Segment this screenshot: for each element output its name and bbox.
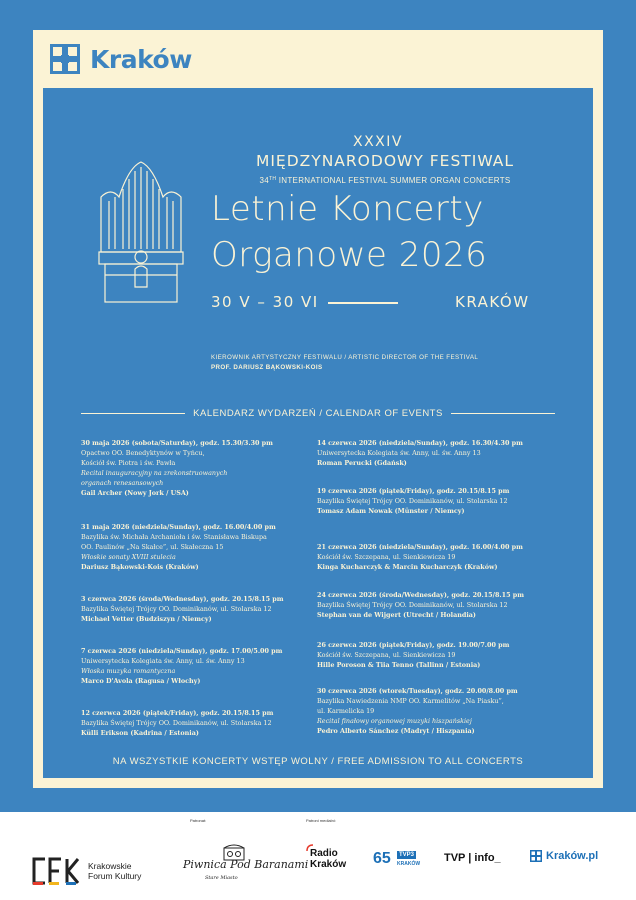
event-note: organach renesansowych bbox=[81, 479, 164, 487]
event-date: 12 czerwca 2026 (piątek/Friday), godz. 20.15/8.15 pm bbox=[81, 709, 274, 717]
event-date: 3 czerwca 2026 (środa/Wednesday), godz. 20.15/8.15 pm bbox=[81, 595, 284, 603]
event-item bbox=[317, 542, 557, 572]
director-name: PROF. DARIUSZ BĄKOWSKI-KOIS bbox=[211, 364, 323, 371]
event-date: 30 maja 2026 (sobota/Saturday), godz. 15.30/3.30 pm bbox=[81, 439, 273, 447]
kfk-mark-icon bbox=[31, 856, 81, 886]
calendar-title: KALENDARZ WYDARZEŃ / CALENDAR OF EVENTS bbox=[193, 408, 443, 419]
krakow-logo bbox=[50, 41, 192, 77]
sponsor-bar bbox=[0, 812, 636, 900]
event-date: 26 czerwca 2026 (piątek/Friday), godz. 19.00/7.00 pm bbox=[317, 641, 510, 649]
event-performer: Hille Poroson & Tiia Tenno (Tallinn / Estonia) bbox=[317, 661, 481, 669]
krakow-pl-mark-icon bbox=[530, 850, 542, 862]
event-venue: Bazylika Świętej Trójcy OO. Dominikanów, ul. Stolarska 12 bbox=[81, 719, 272, 727]
festival-en-number: 34 bbox=[259, 176, 269, 185]
event-item bbox=[317, 640, 557, 670]
event-item bbox=[81, 438, 321, 498]
event-item bbox=[317, 438, 557, 468]
event-venue: Bazylika Nawiedzenia NMP OO. Karmelitów „Na Piasku”, bbox=[317, 697, 504, 705]
event-venue: Bazylika Świętej Trójcy OO. Dominikanów, ul. Stolarska 12 bbox=[317, 497, 508, 505]
edition-number: XXXIV bbox=[353, 134, 403, 150]
poster-inner bbox=[43, 88, 593, 778]
title-line-2: Organowe 2026 bbox=[211, 235, 488, 275]
kfk-text bbox=[88, 861, 141, 881]
event-performer: Marco D'Avola (Ragusa / Włochy) bbox=[81, 677, 201, 685]
event-performer: Kinga Kucharczyk & Marcin Kucharczyk (Kraków) bbox=[317, 563, 498, 571]
title-line-1: Letnie Koncerty bbox=[211, 189, 484, 229]
calendar-rule-left bbox=[81, 413, 185, 414]
krakow-mark-icon bbox=[50, 44, 80, 74]
event-performer: Pedro Alberto Sánchez (Madryt / Hiszpania) bbox=[317, 727, 475, 735]
event-item bbox=[81, 646, 321, 686]
event-date: 19 czerwca 2026 (piątek/Friday), godz. 20.15/8.15 pm bbox=[317, 487, 510, 495]
tvp-info-logo: TVP | info_ bbox=[444, 852, 501, 864]
event-item bbox=[317, 686, 557, 736]
event-date: 21 czerwca 2026 (niedziela/Sunday), godz. 16.00/4.00 pm bbox=[317, 543, 523, 551]
festival-en-text: INTERNATIONAL FESTIVAL SUMMER ORGAN CONCERTS bbox=[276, 176, 511, 185]
event-date: 24 czerwca 2026 (środa/Wednesday), godz. 20.15/8.15 pm bbox=[317, 591, 524, 599]
event-item bbox=[317, 486, 557, 516]
piwnica-text: Piwnica Pod Baranami bbox=[183, 858, 309, 871]
event-venue: Kościół św. Szczepana, ul. Sienkiewicza 19 bbox=[317, 651, 456, 659]
tvp3-logo bbox=[373, 850, 433, 880]
krakow-logo-text: Kraków bbox=[90, 44, 192, 74]
radio-line-1: Radio bbox=[310, 848, 338, 859]
radio-line-2: Kraków bbox=[310, 859, 347, 870]
piwnica-subtext: Stare Miasto bbox=[205, 875, 238, 881]
admission-note: NA WSZYSTKIE KONCERTY WSTĘP WOLNY / FREE ADMISSION TO ALL CONCERTS bbox=[112, 756, 524, 767]
kfk-line-2: Forum Kultury bbox=[88, 871, 142, 881]
media-caption: Patroni medialni: bbox=[306, 818, 336, 823]
krakow-pl-text: Kraków.pl bbox=[546, 850, 599, 862]
organizer-line: KRAKOWSKIE FORUM KULTURY - INSTYTUCJA KULTURY MIASTA KRAKOWA bbox=[121, 765, 515, 776]
event-venue: Uniwersytecka Kolegiata św. Anny, ul. św. Anny 13 bbox=[317, 449, 481, 457]
calendar-rule-right bbox=[451, 413, 555, 414]
festival-city: KRAKÓW bbox=[455, 293, 530, 311]
festival-name: MIĘDZYNARODOWY FESTIWAL bbox=[255, 152, 515, 170]
event-item bbox=[317, 590, 557, 620]
event-venue: ul. Karmelicka 19 bbox=[317, 707, 375, 715]
event-note: Recital inauguracyjny na zrekonstruowanych bbox=[81, 469, 228, 477]
event-performer: Michael Vetter (Budziszyn / Niemcy) bbox=[81, 615, 212, 623]
poster-frame bbox=[33, 30, 603, 788]
dates-divider bbox=[328, 302, 398, 304]
event-performer: Tomasz Adam Nowak (Münster / Niemcy) bbox=[317, 507, 465, 515]
event-venue: Bazylika Świętej Trójcy OO. Dominikanów, ul. Stolarska 12 bbox=[317, 601, 508, 609]
piwnica-logo bbox=[183, 844, 309, 884]
radio-text bbox=[310, 848, 346, 870]
event-performer: Roman Perucki (Gdańsk) bbox=[317, 459, 407, 467]
krakow-pl-logo bbox=[530, 850, 598, 862]
event-venue: Uniwersytecka Kolegiata św. Anny, ul. św. Anny 13 bbox=[81, 657, 245, 665]
director-role: KIEROWNIK ARTYSTYCZNY FESTIWALU / ARTISTIC DIRECTOR OF THE FESTIVAL bbox=[211, 354, 479, 361]
tvp3-label: TVP3 bbox=[399, 852, 415, 858]
event-venue: OO. Paulinów „Na Skałce”, ul. Skałeczna 15 bbox=[81, 543, 224, 551]
event-date: 7 czerwca 2026 (niedziela/Sunday), godz. 17.00/5.00 pm bbox=[81, 647, 283, 655]
event-date: 30 czerwca 2026 (wtorek/Tuesday), godz. 20.00/8.00 pm bbox=[317, 687, 518, 695]
event-note: Włoska muzyka romantyczna bbox=[81, 667, 176, 675]
calendar-heading bbox=[81, 408, 555, 419]
event-note: Włoskie sonaty XVIII stulecia bbox=[81, 553, 176, 561]
event-date: 31 maja 2026 (niedziela/Sunday), godz. 16.00/4.00 pm bbox=[81, 523, 276, 531]
event-note: Recital finałowy organowej muzyki hiszpańskiej bbox=[317, 717, 472, 725]
kfk-logo bbox=[31, 856, 141, 886]
event-performer: Dariusz Bąkowski-Kois (Kraków) bbox=[81, 563, 199, 571]
organ-illustration-icon bbox=[91, 157, 191, 307]
event-performer: Gail Archer (Nowy Jork / USA) bbox=[81, 489, 189, 497]
kfk-line-1: Krakowskie bbox=[88, 861, 132, 871]
event-item bbox=[81, 594, 321, 624]
event-date: 14 czerwca 2026 (niedziela/Sunday), godz. 16.30/4.30 pm bbox=[317, 439, 523, 447]
event-performer: Külli Erikson (Kadrina / Estonia) bbox=[81, 729, 199, 737]
tvp3-number: 65 bbox=[373, 850, 391, 867]
event-venue: Bazylika Świętej Trójcy OO. Dominikanów, ul. Stolarska 12 bbox=[81, 605, 272, 613]
partner-caption: Patronat: bbox=[190, 818, 207, 823]
event-item bbox=[81, 708, 321, 738]
festival-name-en bbox=[211, 176, 559, 185]
event-venue: Kościół św. Szczepana, ul. Sienkiewicza 19 bbox=[317, 553, 456, 561]
event-venue: Kościół św. Piotra i św. Pawła bbox=[81, 459, 176, 467]
event-venue: Bazylika św. Michała Archanioła i św. Stanisława Biskupa bbox=[81, 533, 267, 541]
event-item bbox=[81, 522, 321, 572]
festival-dates: 30 V – 30 VI bbox=[211, 293, 319, 311]
event-venue: Opactwo OO. Benedyktynów w Tyńcu, bbox=[81, 449, 205, 457]
festival-en-suffix: TH bbox=[268, 176, 277, 182]
tvp3-sub: KRAKÓW bbox=[397, 861, 421, 867]
event-performer: Stephan van de Wijgert (Utrecht / Holandia) bbox=[317, 611, 476, 619]
